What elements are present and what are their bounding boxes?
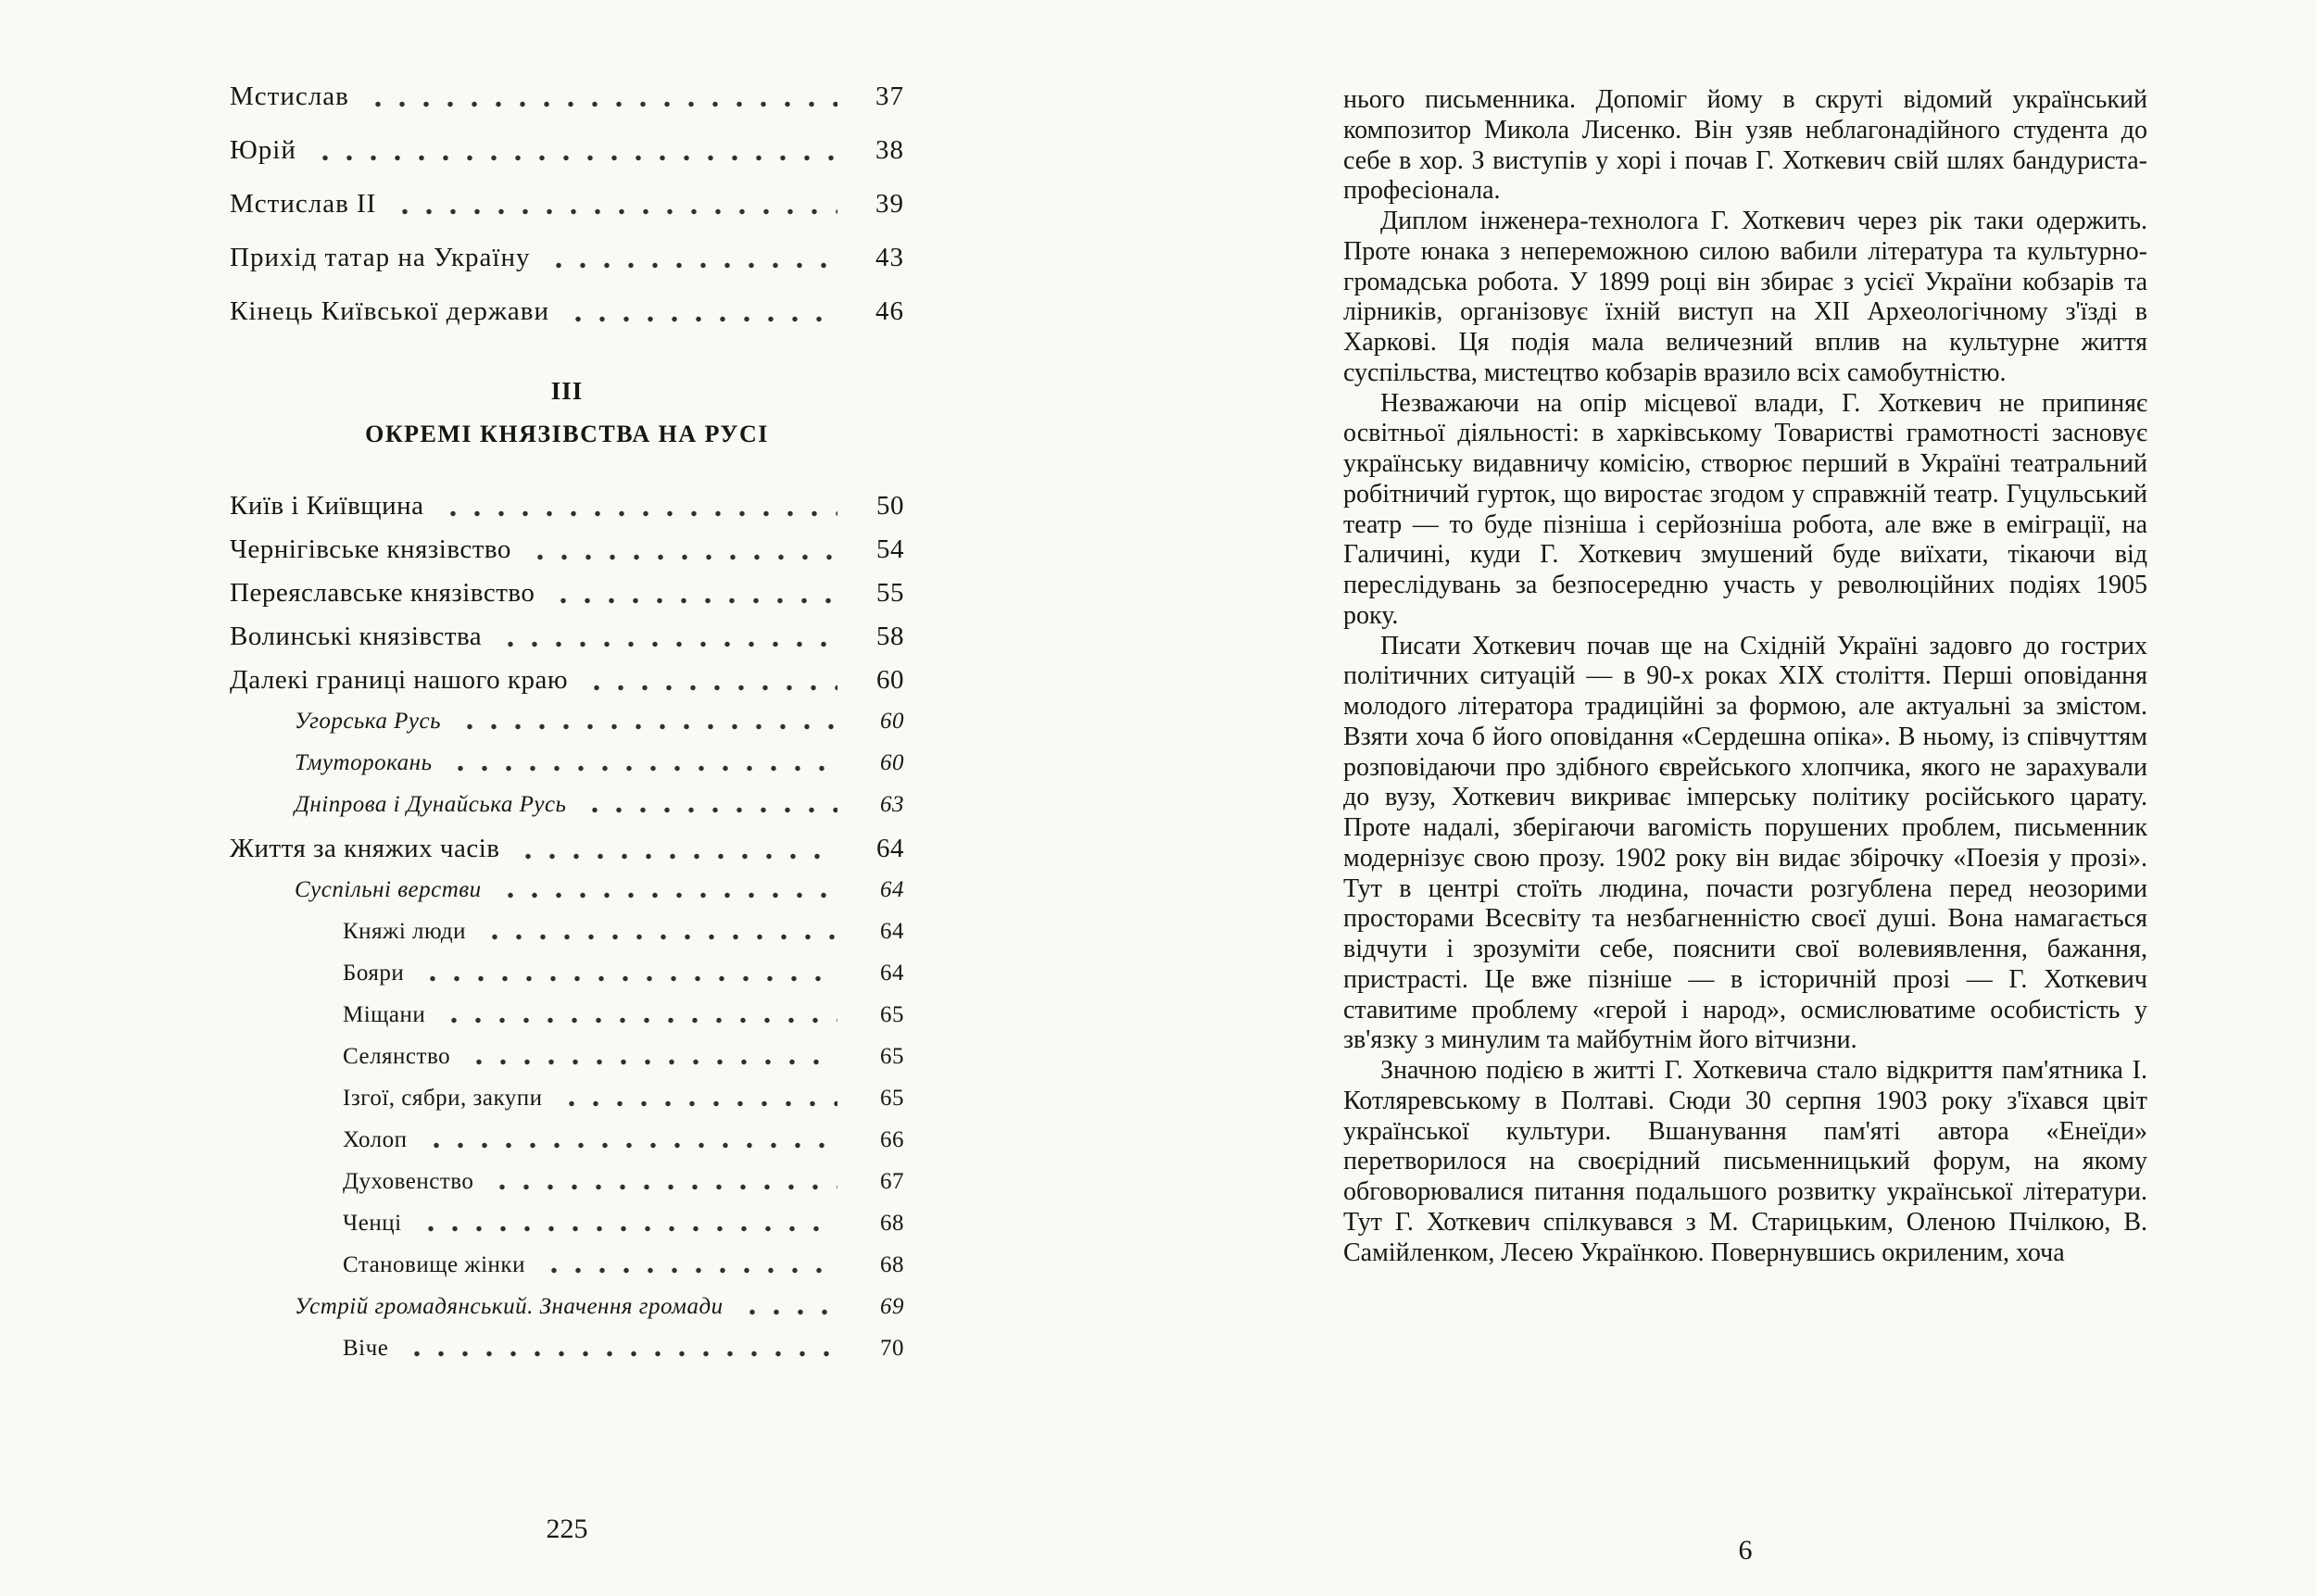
toc-page-number: 64 (880, 961, 904, 986)
dot-leader (542, 1266, 837, 1275)
dot-leader (419, 1225, 837, 1233)
dot-leader (467, 1058, 837, 1066)
toc-page-number: 55 (876, 578, 904, 608)
dot-leader (583, 806, 837, 814)
toc-label: Княжі люди (343, 919, 467, 944)
paragraph: Диплом інженера-технолога Г. Хоткевич через рік таки одержить. Проте юнака з непереможною силою вабили література та культурно-громадська робота. У 1899 році він збирає з усієї України кобзарів та лірників, організовує їхній виступ на XII Археологічному з'їзді в Харкові. Ця подія мала величезний вплив на культурне життя суспільства, мистецтво кобзарів вразило всіх самобутністю. (1343, 207, 2147, 387)
dot-leader (458, 723, 837, 731)
toc-label: Чернігівське князівство (230, 534, 511, 564)
toc-entry (230, 622, 904, 652)
toc-entry (230, 189, 904, 220)
toc-label: Становище жінки (343, 1252, 525, 1277)
toc-label: Кінець Київської держави (230, 296, 549, 326)
toc-entry (230, 1086, 904, 1112)
toc-page-number: 50 (876, 491, 904, 521)
table-of-contents (230, 82, 904, 1377)
toc-label: Прихід татар на Україну (230, 243, 531, 272)
toc-label: Устрій громадянський. Значення громади (295, 1294, 724, 1319)
toc-label: Мстислав II (230, 189, 377, 219)
toc-page-number: 65 (880, 1086, 904, 1111)
toc-page-number: 64 (876, 834, 904, 863)
toc-page-number: 60 (880, 750, 904, 775)
toc-page-number: 46 (875, 296, 904, 326)
toc-entry (230, 578, 904, 609)
toc-entry (230, 919, 904, 945)
dot-leader (483, 933, 837, 941)
toc-entry (230, 135, 904, 166)
dot-leader (313, 154, 837, 162)
toc-label: Волинські князівства (230, 622, 483, 651)
dot-leader (740, 1308, 837, 1316)
dot-leader (421, 974, 837, 983)
dot-leader (585, 684, 837, 692)
toc-page-number: 43 (875, 243, 904, 272)
section-number: III (550, 377, 584, 405)
right-page (1158, 0, 2316, 1596)
toc-entry (230, 709, 904, 735)
toc-page-number: 65 (880, 1044, 904, 1069)
toc-label: Київ і Київщина (230, 491, 424, 521)
section-heading (230, 377, 904, 448)
dot-leader (516, 852, 837, 861)
toc-label: Селянство (343, 1044, 451, 1069)
toc-label: Холоп (343, 1127, 408, 1152)
toc-top-section (230, 82, 904, 327)
toc-label: Міщани (343, 1002, 426, 1027)
dot-leader (442, 1016, 837, 1024)
toc-entry (230, 82, 904, 112)
dot-leader (441, 509, 837, 518)
toc-label: Юрій (230, 135, 296, 165)
toc-label: Життя за княжих часів (230, 834, 500, 863)
toc-entry (230, 834, 904, 864)
toc-label: Мстислав (230, 82, 349, 111)
toc-page-number: 70 (880, 1336, 904, 1361)
toc-page-number: 38 (875, 135, 904, 165)
dot-leader (490, 1183, 837, 1191)
toc-entry (230, 243, 904, 273)
toc-label: Суспільні верстви (295, 877, 482, 902)
paragraph: нього письменника. Допоміг йому в скруті відомий український композитор Микола Лисенко. Він узяв неблагонадійного студента до себе в хор. З виступів у хорі і почав Г. Хоткевич свій шлях бандуриста-професіонала. (1343, 85, 2147, 206)
toc-entry (230, 534, 904, 565)
paragraph: Значною подією в житті Г. Хоткевича стало відкриття пам'ятника І. Котляревському в Полтаві. Сюди 30 серпня 1903 року з'їхався цвіт української культури. Вшанування пам'яті автора «Енеїди» перетворилося на своєрідний письменницький форум, на якому обговорювалися питання подальшого розвитку української літератури. Тут Г. Хоткевич спілкувався з М. Старицьким, Оленою Пчілкою, В. Самійленком, Лесею Українкою. Повернувшись окриленим, хоча (1343, 1056, 2147, 1267)
toc-label: Віче (343, 1336, 389, 1361)
toc-label: Духовенство (343, 1169, 474, 1194)
dot-leader (528, 553, 837, 561)
toc-label: Далекі границі нашого краю (230, 665, 569, 695)
toc-entry (230, 296, 904, 327)
toc-page-number: 63 (880, 792, 904, 817)
toc-entry (230, 1044, 904, 1070)
dot-leader (448, 764, 837, 773)
toc-page-number: 60 (876, 665, 904, 695)
paragraph: Незважаючи на опір місцевої влади, Г. Хоткевич не припиняє освітньої діяльності: в харківському Товаристві грамотності засновує українську видавничу комісію, створює перший в Україні театральний робітничий гурток, що виростає згодом у справжній театр. Гуцульський театр — то буде пізніша і серйозніша робота, але вже в еміграції, на Галичині, куди Г. Хоткевич змушений буде виїхати, тікаючи від переслідувань за безпосередню участь у революційних подіях 1905 року. (1343, 388, 2147, 630)
toc-label: Угорська Русь (295, 709, 441, 734)
dot-leader (366, 100, 837, 108)
toc-page-number: 39 (875, 189, 904, 219)
toc-page-number: 60 (880, 709, 904, 734)
toc-page-number: 64 (880, 877, 904, 902)
paragraph: Писати Хоткевич почав ще на Східній Україні задовго до гострих політичних ситуацій — в 90-х роках XIX століття. Перші оповідання молодого літератора традиційні за формою, але актуальні за змістом. Взяти хоча б його оповідання «Сердешна опіка». В ньому, із співчуттям розповідаючи про здібного єврейського хлопчика, якого не зарахували до вузу, Хоткевич викриває імперську політику російського царату. Проте надалі, зберігаючи вагомість порушених проблем, письменник модернізує свою прозу. 1902 року він видає збірочку «Поезія у прозі». Тут в центрі стоїть людина, почасти розгублена перед неозорими просторами Всесвіту та незбагненністю своєї душі. Вона намагається відчути і зрозуміти себе, пояснити свої волевиявлення, бажання, пристрасті. Це вже пізніше — в історичній прозі — Г. Хоткевич ставитиме проблему «герой і народ», осмислюватиме особистість у зв'язку з минулим та майбутнім його вітчизни. (1343, 631, 2147, 1055)
toc-entry (230, 877, 904, 903)
dot-leader (560, 1100, 838, 1108)
toc-page-number: 66 (880, 1127, 904, 1152)
body-text (1343, 85, 2147, 1268)
toc-page-number: 65 (880, 1002, 904, 1027)
dot-leader (547, 261, 837, 270)
toc-page-number: 54 (876, 534, 904, 564)
toc-entry (230, 1294, 904, 1320)
dot-leader (424, 1141, 837, 1150)
toc-entry (230, 750, 904, 776)
left-page-folio: 225 (546, 1514, 588, 1544)
toc-page-number: 58 (876, 622, 904, 651)
dot-leader (498, 640, 837, 648)
toc-label: Дніпрова і Дунайська Русь (295, 792, 567, 817)
toc-entry (230, 665, 904, 696)
dot-leader (393, 207, 837, 216)
toc-page-number: 37 (875, 82, 904, 111)
toc-label: Переяславське князівство (230, 578, 535, 608)
toc-entry (230, 961, 904, 987)
right-page-folio: 6 (1738, 1535, 1753, 1565)
toc-page-number: 64 (880, 919, 904, 944)
toc-entry (230, 1002, 904, 1028)
toc-entry (230, 792, 904, 818)
toc-label: Тмуторокань (295, 750, 433, 775)
toc-entry (230, 1252, 904, 1278)
toc-page-number: 69 (880, 1294, 904, 1319)
toc-page-number: 68 (880, 1211, 904, 1236)
dot-leader (498, 891, 837, 899)
dot-leader (405, 1350, 837, 1358)
toc-page-number: 67 (880, 1169, 904, 1194)
toc-entry (230, 491, 904, 522)
toc-entry (230, 1169, 904, 1195)
section-title: ОКРЕМІ КНЯЗІВСТВА НА РУСІ (365, 421, 769, 447)
toc-label: Ченці (343, 1211, 402, 1236)
toc-page-number: 68 (880, 1252, 904, 1277)
dot-leader (551, 597, 837, 605)
dot-leader (566, 315, 837, 323)
toc-entry (230, 1127, 904, 1153)
toc-entry (230, 1336, 904, 1362)
toc-label: Бояри (343, 961, 405, 986)
toc-entry (230, 1211, 904, 1237)
toc-label: Ізгої, сябри, закупи (343, 1086, 543, 1111)
toc-main-section (230, 491, 904, 1362)
